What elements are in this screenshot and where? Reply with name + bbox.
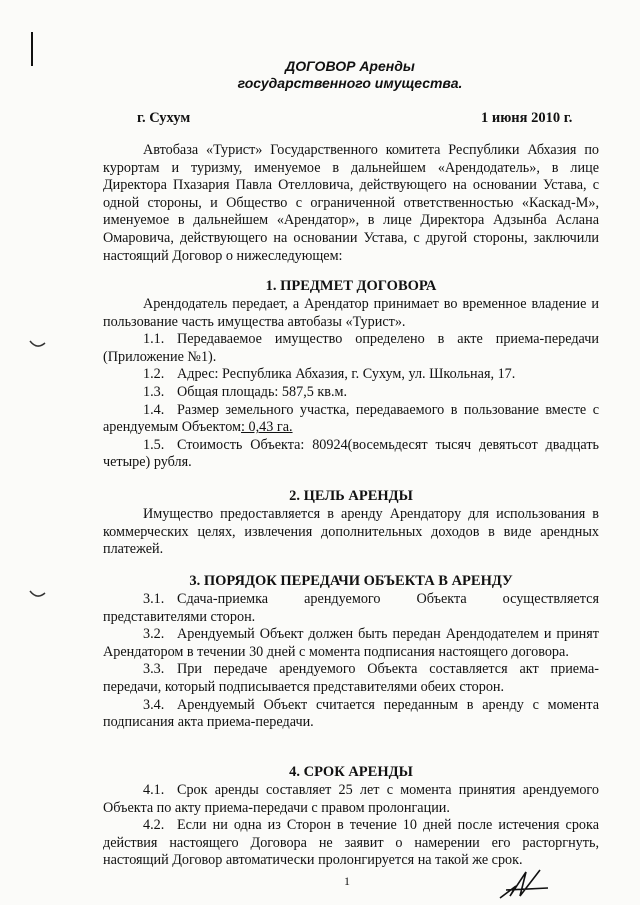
section-3-body — [103, 591, 599, 732]
clause-text: Стоимость Объекта: 80924(восемьдесят тысяч девятьсот двадцать четыре) рубля. — [103, 436, 599, 471]
section-4-body — [103, 782, 599, 870]
clause-4-2 — [103, 817, 599, 870]
clause-4-1 — [103, 782, 599, 817]
preamble-text: Автобаза «Турист» Государственного комитета Республики Абхазия по курортам и туризму, именуемое в дальнейшем «Арендодатель», в лице Директора Пхазария Павла Отелловича, действующего на основании Устава, с одной стороны, и Общество с ограниченной ответственностью «Каскад-М», именуемое в дальнейшем «Арендатор», в лице Директора Адзынба Аслана Омаровича, действующего на основании Устава, с другой стороны, заключили настоящий Договор о нижеследующем: — [103, 142, 599, 264]
contract-city: г. Сухум — [137, 110, 191, 126]
section-1-body — [103, 296, 599, 472]
section-heading: 4. СРОК АРЕНДЫ — [289, 764, 413, 780]
clause-text: Передаваемое имущество определено в акте приема-передачи (Приложение №1). — [103, 331, 599, 365]
clause-number: 3.2. — [143, 626, 165, 643]
clause-text: Срок аренды составляет 25 лет с момента принятия арендуемого Объекта по акту приема-передачи с правом пролонгации. — [103, 782, 599, 816]
section-heading: 3. ПОРЯДОК ПЕРЕДАЧИ ОБЪЕКТА В АРЕНДУ — [189, 573, 513, 589]
preamble — [103, 142, 599, 265]
clause-number: 3.3. — [143, 661, 165, 678]
clause-text: Сдача-приемка арендуемого Объекта осуществляется представителями сторон. — [103, 591, 599, 625]
document-subtitle: государственного имущества. — [237, 75, 463, 91]
section-1-intro: Арендодатель передает, а Арендатор принимает во временное владение и пользование часть имущества автобазы «Турист». — [103, 296, 599, 330]
section-2-text: Имущество предоставляется в аренду Арендатору для использования в коммерческих целях, извлечения дополнительных доходов в виде арендных платежей. — [103, 506, 599, 558]
clause-1-1 — [103, 331, 599, 366]
clause-number: 1.5. — [143, 436, 165, 453]
clause-number: 3.4. — [143, 696, 165, 713]
clause-text: Арендуемый Объект считается переданным в аренду с момента подписания акта приема-передачи. — [103, 696, 599, 731]
clause-1-4 — [103, 402, 599, 437]
punch-hole-mark — [28, 588, 48, 602]
signature — [496, 866, 556, 902]
document-title: ДОГОВОР Аренды — [285, 58, 415, 74]
page-number: 1 — [344, 874, 350, 888]
scan-mark-top-left — [28, 30, 38, 70]
clause-1-3 — [103, 384, 599, 402]
clause-1-2 — [103, 366, 599, 384]
clause-text: Адрес: Республика Абхазия, г. Сухум, ул. Школьная, 17. — [177, 366, 516, 383]
clause-1-5 — [103, 437, 599, 472]
section-2-body — [103, 506, 599, 559]
clause-number: 4.2. — [143, 817, 165, 834]
clause-3-2 — [103, 626, 599, 661]
clause-number: 1.3. — [143, 383, 165, 400]
clause-text: Общая площадь: 587,5 кв.м. — [177, 383, 348, 400]
contract-date: 1 июня 2010 г. — [481, 110, 573, 126]
clause-3-1 — [103, 591, 599, 626]
punch-hole-mark — [28, 338, 48, 352]
clause-text: Размер земельного участка, передаваемого в пользование вместе с арендуемым Объектом — [103, 401, 599, 436]
clause-number: 3.1. — [143, 591, 165, 607]
clause-number: 1.1. — [143, 331, 165, 348]
clause-3-4 — [103, 697, 599, 732]
clause-text: Если ни одна из Сторон в течение 10 дней после истечения срока действия настоящего Договора не заявит о намерении его расторгнуть, настоящий Договор автоматически пролонгируется на такой же срок. — [103, 817, 599, 869]
clause-text: При передаче арендуемого Объекта составляется акт приема-передачи, который подписывается представителями обеих сторон. — [103, 661, 599, 695]
clause-number: 1.2. — [143, 366, 165, 383]
clause-text: Арендуемый Объект должен быть передан Арендодателем и принят Арендатором в течении 30 дней с момента подписания настоящего договора. — [103, 626, 599, 660]
section-heading: 1. ПРЕДМЕТ ДОГОВОРА — [265, 278, 437, 294]
clause-number: 4.1. — [143, 782, 165, 798]
land-area-value: : 0,43 га. — [241, 419, 293, 436]
section-heading: 2. ЦЕЛЬ АРЕНДЫ — [289, 488, 413, 504]
clause-3-3 — [103, 661, 599, 696]
clause-number: 1.4. — [143, 401, 165, 418]
